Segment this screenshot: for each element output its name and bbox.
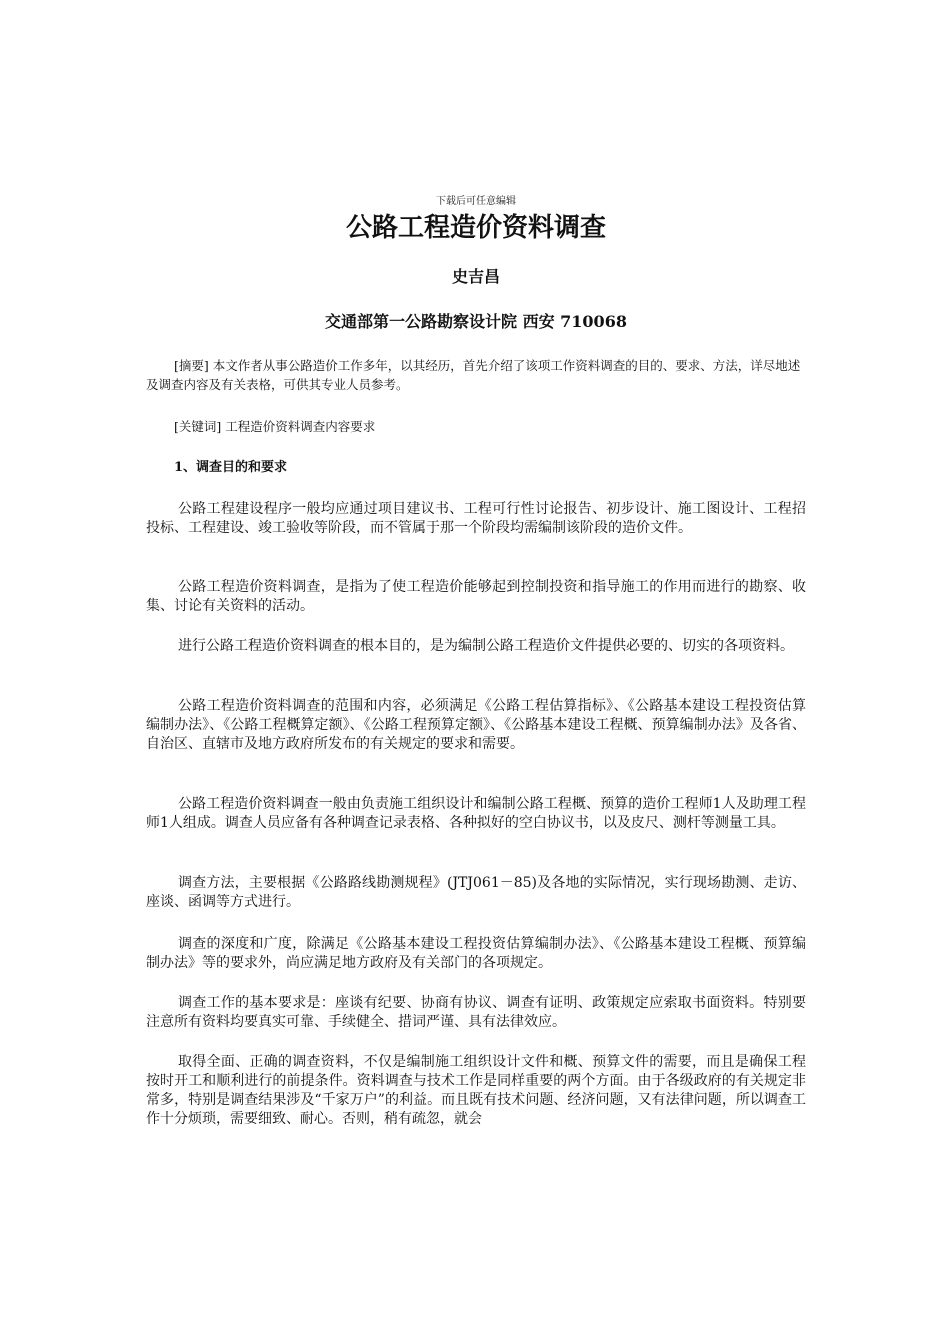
article-abstract: [摘要] 本文作者从事公路造价工作多年，以其经历，首先介绍了该项工作资料调查的目的、要求、方法，详尽地述及调查内容及有关表格，可供其专业人员参考。: [146, 358, 801, 392]
body-paragraph: 公路工程建设程序一般均应通过项目建议书、工程可行性讨论报告、初步设计、施工图设计、工程招投标、工程建设、竣工验收等阶段，而不管属于那一个阶段均需编制该阶段的造价文件。: [146, 501, 806, 536]
article-keywords: [关键词] 工程造价资料调查内容要求: [174, 419, 376, 434]
body-paragraph: 公路工程造价资料调查的范围和内容，必须满足《公路工程估算指标》、《公路基本建设工程投资估算编制办法》、《公路工程概算定额》、《公路工程预算定额》、《公路基本建设工程概、预算编制办法》及各省、自治区、直辖市及地方政府所发布的有关规定的要求和需要。: [146, 698, 806, 752]
body-paragraph: 进行公路工程造价资料调查的根本目的，是为编制公路工程造价文件提供必要的、切实的各项资料。: [178, 638, 794, 654]
body-paragraph: 公路工程造价资料调查一般由负责施工组织设计和编制公路工程概、预算的造价工程师1人及助理工程师1人组成。调查人员应备有各种调查记录表格、各种拟好的空白协议书，以及皮尺、测杆等测量工具。: [146, 796, 806, 831]
body-paragraph: 调查的深度和广度，除满足《公路基本建设工程投资估算编制办法》、《公路基本建设工程概、预算编制办法》等的要求外，尚应满足地方政府及有关部门的各项规定。: [146, 936, 806, 971]
body-paragraph: 调查工作的基本要求是：座谈有纪要、协商有协议、调查有证明、政策规定应索取书面资料。特别要注意所有资料均要真实可靠、手续健全、措词严谨、具有法律效应。: [146, 995, 806, 1030]
article-author: 史吉昌: [451, 267, 500, 286]
article-affiliation: 交通部第一公路勘察设计院 西安 710068: [325, 312, 627, 331]
body-paragraph: 调查方法，主要根据《公路路线勘测规程》(JTJ061－85)及各地的实际情况，实行现场勘测、走访、座谈、函调等方式进行。: [146, 875, 806, 910]
body-paragraph: 公路工程造价资料调查，是指为了使工程造价能够起到控制投资和指导施工的作用而进行的勘察、收集、讨论有关资料的活动。: [146, 579, 806, 614]
article-title: 公路工程造价资料调查: [345, 213, 606, 243]
edit-note: 下载后可任意编辑: [436, 196, 516, 207]
section-heading: 1、调查目的和要求: [174, 460, 288, 475]
body-paragraph: 取得全面、正确的调查资料，不仅是编制施工组织设计文件和概、预算文件的需要，而且是确保工程按时开工和顺利进行的前提条件。资料调查与技术工作是同样重要的两个方面。由于各级政府的有关规定非常多，特别是调查结果涉及“千家万户”的利益。而且既有技术问题、经济问题，又有法律问题，所以调查工作十分烦琐，需要细致、耐心。否则，稍有疏忽，就会: [146, 1054, 806, 1127]
